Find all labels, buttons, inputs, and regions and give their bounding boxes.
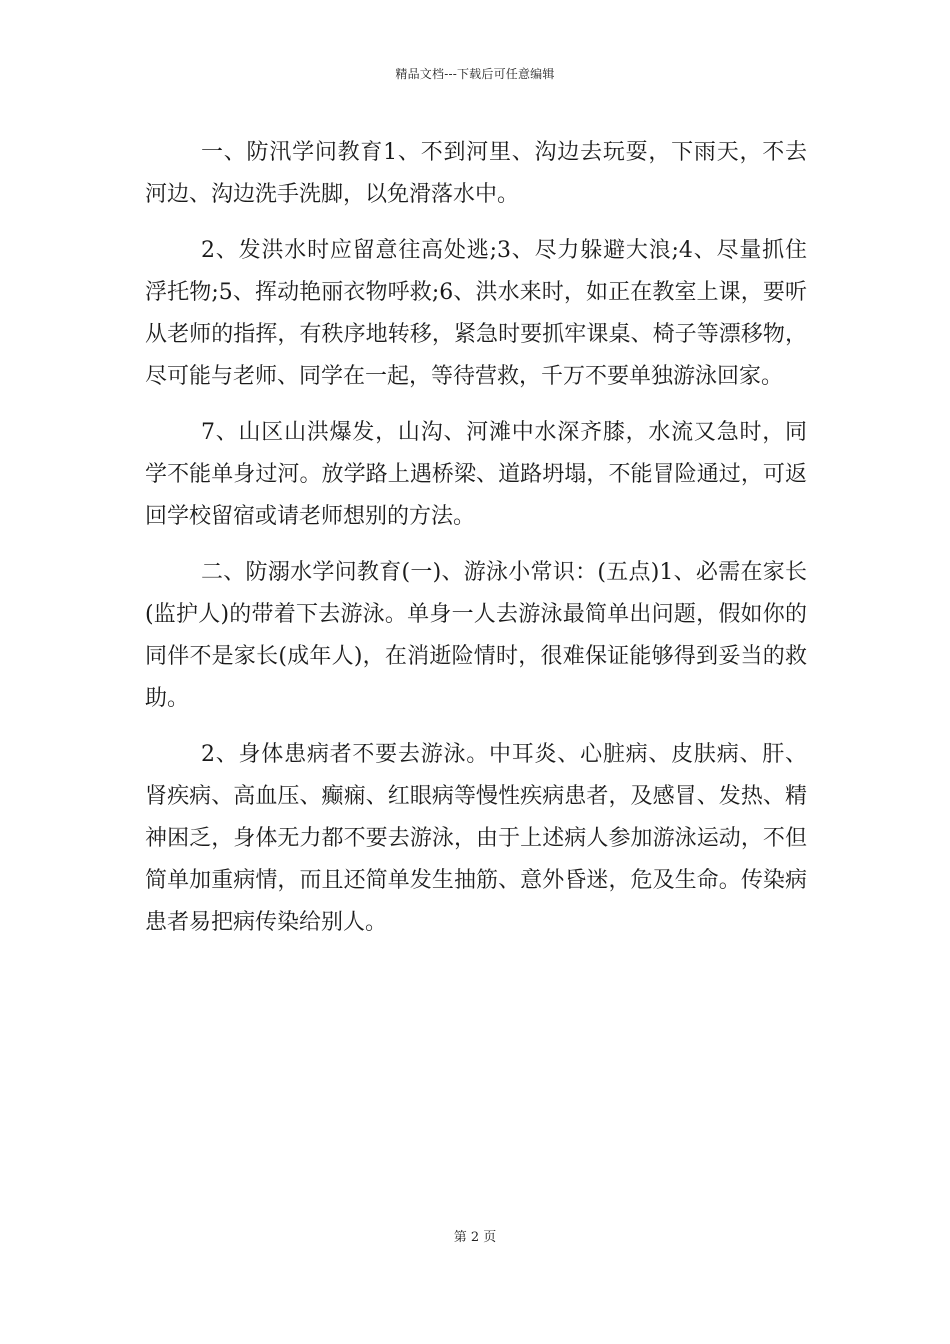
paragraph-illness-warning: 2、身体患病者不要去游泳。中耳炎、心脏病、皮肤病、肝、肾疾病、高血压、癫痫、红眼病等慢性疾病患者，及感冒、发热、精神困乏，身体无力都不要去游泳，由于上述病人参加游泳运动，不但简单加重病情，而且还简单发生抽筋、意外昏迷，危及生命。传染病患者易把病传染给别人。: [145, 742, 807, 935]
document-body: [145, 132, 807, 944]
page-number: 第 2 页: [453, 1230, 497, 1245]
paragraph-flood-knowledge: 一、防汛学问教育1、不到河里、沟边去玩耍，下雨天，不去河边、沟边洗手洗脚，以免滑落水中。: [145, 140, 807, 207]
paragraph-drowning-prevention: 二、防溺水学问教育(一)、游泳小常识：(五点)1、必需在家长(监护人)的带着下去游泳。单身一人去游泳最简单出问题，假如你的同伴不是家长(成年人)，在消逝险情时，很难保证能够得到妥当的救助。: [145, 560, 807, 711]
paragraph-flood-escape: 2、发洪水时应留意往高处逃;3、尽力躲避大浪;4、尽量抓住浮托物;5、挥动艳丽衣物呼救;6、洪水来时，如正在教室上课，要听从老师的指挥，有秩序地转移，紧急时要抓牢课桌、椅子等漂移物，尽可能与老师、同学在一起，等待营救，千万不要单独游泳回家。: [145, 238, 807, 389]
page-header: 精品文档---下载后可任意编辑: [395, 67, 555, 81]
paragraph-mountain-flood: 7、山区山洪爆发，山沟、河滩中水深齐膝，水流又急时，同学不能单身过河。放学路上遇桥梁、道路坍塌，不能冒险通过，可返回学校留宿或请老师想别的方法。: [145, 420, 807, 529]
